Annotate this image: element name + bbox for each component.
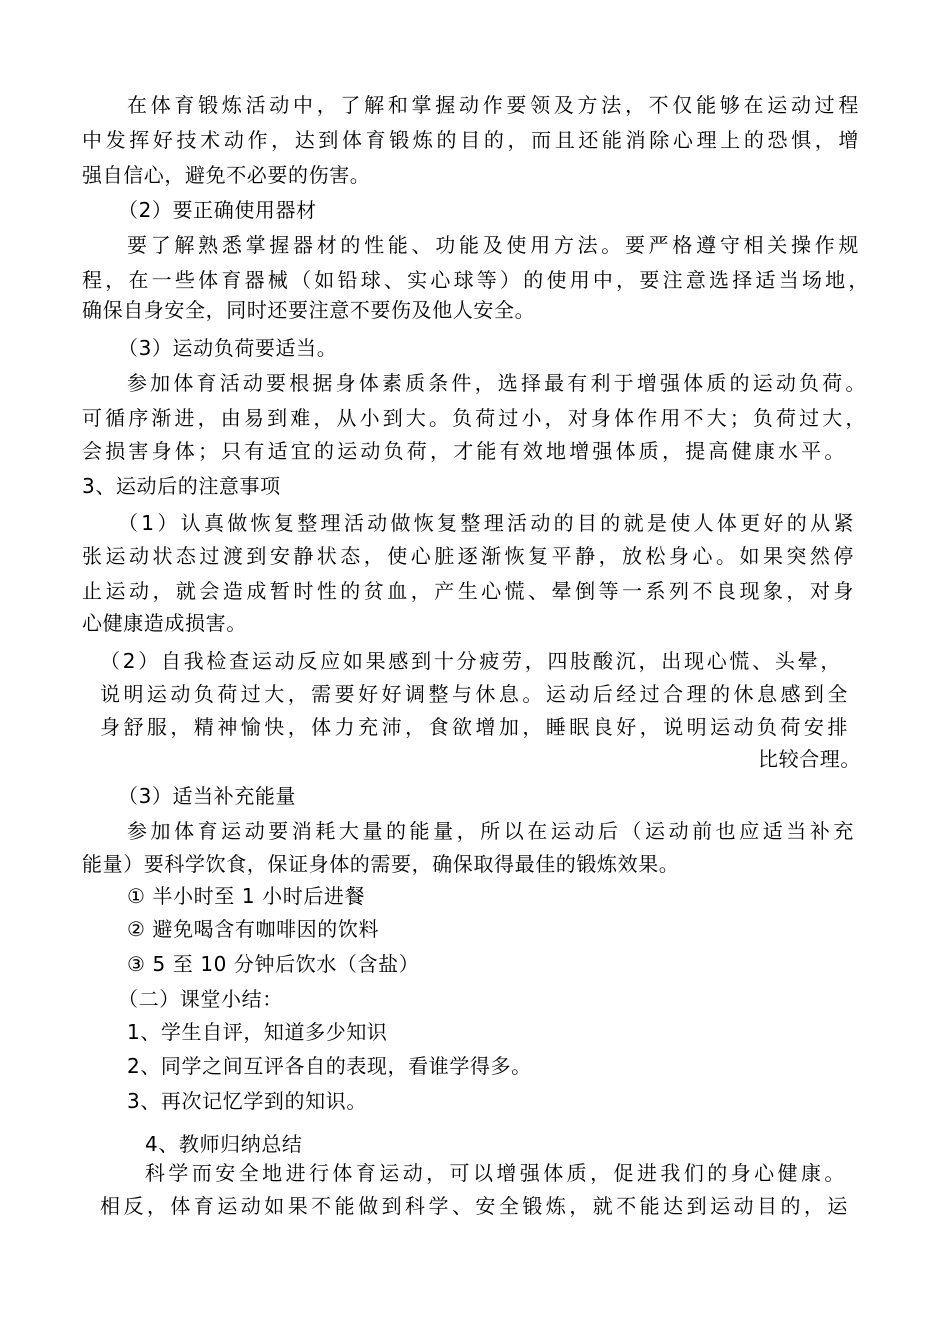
list-item: 3、再次记忆学到的知识。 <box>127 1089 367 1113</box>
paragraph-line: 中发挥好技术动作，达到体育锻炼的目的，而且还能消除心理上的恐惧，增 <box>82 128 859 152</box>
paragraph-line: 张运动状态过渡到安静状态，使心脏逐渐恢复平静，放松身心。如果突然停 <box>82 544 854 568</box>
paragraph-line: （2）自我检查运动反应如果感到十分疲劳，四肢酸沉，出现心慌、头晕， <box>100 649 841 673</box>
paragraph-line: 能量）要科学饮食，保证身体的需要，确保取得最佳的锻炼效果。 <box>82 852 680 876</box>
list-item: 2、同学之间互评各自的表现，看谁学得多。 <box>127 1054 532 1078</box>
section-heading: 3、运动后的注意事项 <box>82 474 281 498</box>
section-heading: （2）要正确使用器材 <box>118 198 317 222</box>
paragraph-line: 心健康造成损害。 <box>82 611 247 635</box>
section-heading: （3）运动负荷要适当。 <box>118 336 338 360</box>
paragraph-line: 可循序渐进，由易到难，从小到大。负荷过小，对身体作用不大；负荷过大， <box>82 406 866 430</box>
paragraph-line: 科学而安全地进行体育运动，可以增强体质，促进我们的身心健康。 <box>145 1161 845 1185</box>
paragraph-line: （1）认真做恢复整理活动做恢复整理活动的目的就是使人体更好的从紧 <box>118 511 854 535</box>
paragraph-line: 参加体育运动要消耗大量的能量，所以在运动后（运动前也应适当补充 <box>127 819 854 843</box>
section-heading: （二）课堂小结： <box>118 987 283 1011</box>
paragraph-line: 身舒服，精神愉快，体力充沛，食欲增加，睡眠良好，说明运动负荷安排 <box>100 715 848 739</box>
list-item: ③ 5 至 10 分钟后饮水（含盐） <box>127 952 420 976</box>
section-heading: 4、教师归纳总结 <box>145 1132 303 1156</box>
paragraph-line: 止运动，就会造成暂时性的贫血，产生心慌、晕倒等一系列不良现象，对身 <box>82 579 854 603</box>
paragraph-line: 相反，体育运动如果不能做到科学、安全锻炼，就不能达到运动目的，运 <box>100 1194 848 1218</box>
list-item: ② 避免喝含有咖啡因的饮料 <box>127 917 380 941</box>
section-heading: （3）适当补充能量 <box>118 784 297 808</box>
paragraph-line: 要了解熟悉掌握器材的性能、功能及使用方法。要严格遵守相关操作规 <box>127 233 859 257</box>
paragraph-line: 强自信心，避免不必要的伤害。 <box>82 163 371 187</box>
paragraph-line: 确保自身安全，同时还要注意不要伤及他人安全。 <box>82 298 536 322</box>
list-item: 1、学生自评，知道多少知识 <box>127 1020 388 1044</box>
paragraph-line: 程，在一些体育器械（如铅球、实心球等）的使用中，要注意选择适当场地， <box>82 268 869 292</box>
paragraph-line: 会损害身体；只有适宜的运动负荷，才能有效地增强体质，提高健康水平。 <box>82 439 845 463</box>
paragraph-line: 比较合理。 <box>758 747 861 771</box>
list-item: ① 半小时至 1 小时后进餐 <box>127 884 366 908</box>
paragraph-line: 在体育锻炼活动中，了解和掌握动作要领及方法，不仅能够在运动过程 <box>127 93 859 117</box>
paragraph-line: 说明运动负荷过大，需要好好调整与休息。运动后经过合理的休息感到全 <box>100 682 848 706</box>
paragraph-line: 参加体育活动要根据身体素质条件，选择最有利于增强体质的运动负荷。 <box>127 371 866 395</box>
